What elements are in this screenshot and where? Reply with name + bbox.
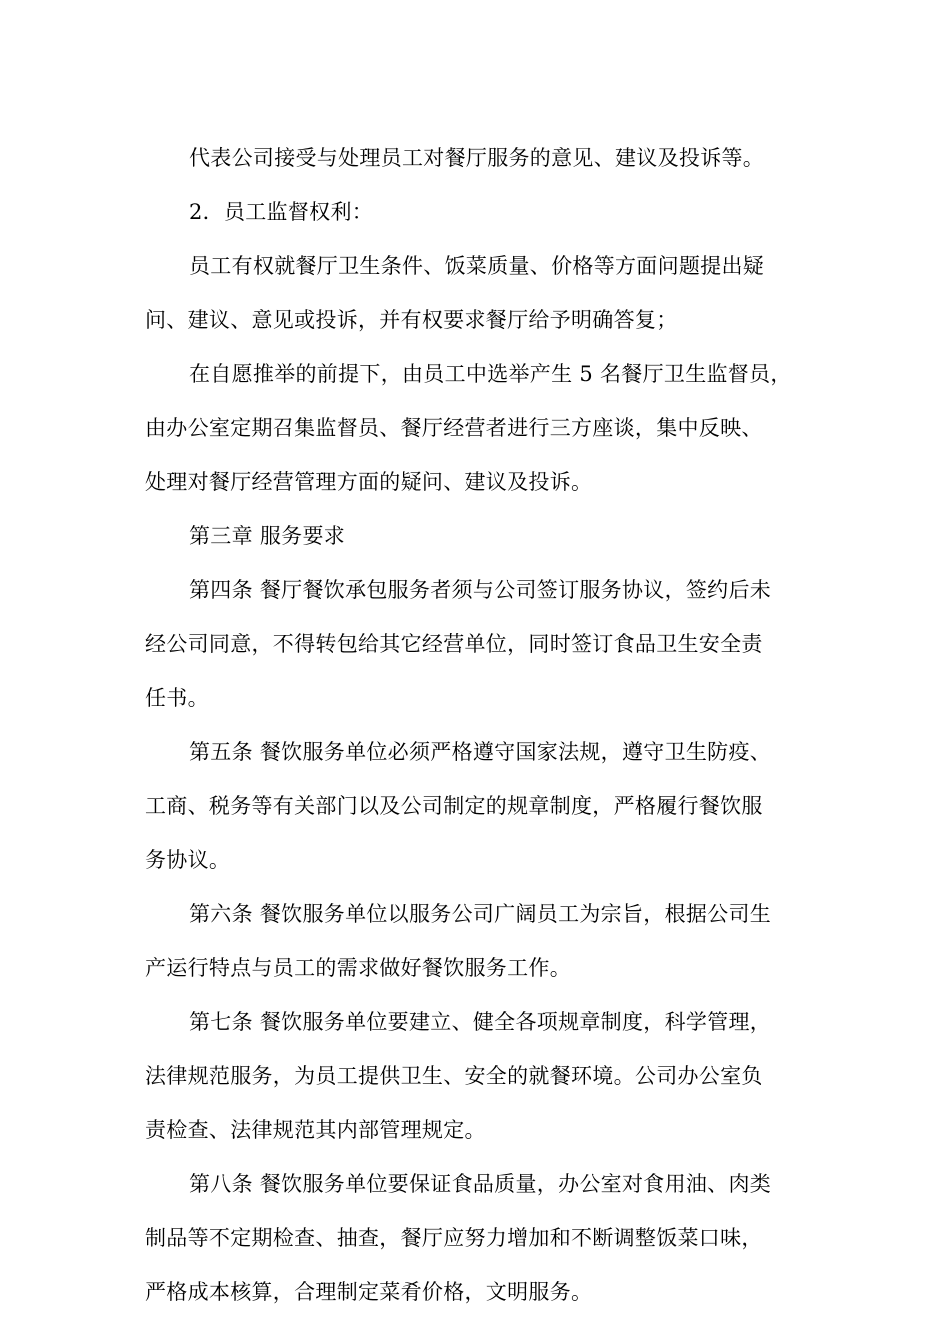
paragraph-line: 工商、税务等有关部门以及公司制定的规章制度，严格履行餐饮服 <box>145 794 763 818</box>
paragraph <box>145 887 825 995</box>
paragraph-line: 第五条 餐饮服务单位必须严格遵守国家法规，遵守卫生防疫、 <box>189 740 772 764</box>
paragraph-line: 经公司同意，不得转包给其它经营单位，同时签订食品卫生安全责 <box>145 632 763 656</box>
document-body <box>145 131 825 1319</box>
paragraph <box>145 131 825 185</box>
paragraph-line: 由办公室定期召集监督员、餐厅经营者进行三方座谈，集中反映、 <box>145 416 763 440</box>
paragraph <box>145 239 825 347</box>
paragraph-line: 责检查、法律规范其内部管理规定。 <box>145 1118 486 1142</box>
paragraph <box>145 347 825 509</box>
paragraph-line: 第六条 餐饮服务单位以服务公司广阔员工为宗旨，根据公司生 <box>189 902 772 926</box>
paragraph-line: 产运行特点与员工的需求做好餐饮服务工作。 <box>145 956 571 980</box>
paragraph-line: 第八条 餐饮服务单位要保证食品质量，办公室对食用油、肉类 <box>189 1172 772 1196</box>
paragraph-line: 第三章 服务要求 <box>189 524 346 548</box>
paragraph-line: 制品等不定期检查、抽查，餐厅应努力增加和不断调整饭菜口味， <box>145 1226 763 1250</box>
paragraph-line: 任书。 <box>145 686 209 710</box>
paragraph <box>145 725 825 887</box>
paragraph <box>145 995 825 1157</box>
paragraph-line: 员工有权就餐厅卫生条件、饭菜质量、价格等方面问题提出疑 <box>189 254 765 278</box>
paragraph-line: 代表公司接受与处理员工对餐厅服务的意见、建议及投诉等。 <box>189 146 765 170</box>
paragraph-line: 第七条 餐饮服务单位要建立、健全各项规章制度，科学管理， <box>189 1010 772 1034</box>
paragraph-line: 第四条 餐厅餐饮承包服务者须与公司签订服务协议，签约后未 <box>189 578 772 602</box>
paragraph <box>145 509 825 563</box>
paragraph-line: 处理对餐厅经营管理方面的疑问、建议及投诉。 <box>145 470 593 494</box>
paragraph-line: 务协议。 <box>145 848 231 872</box>
paragraph <box>145 1157 825 1319</box>
paragraph-line: 法律规范服务，为员工提供卫生、安全的就餐环境。公司办公室负 <box>145 1064 763 1088</box>
paragraph-line: 问、建议、意见或投诉，并有权要求餐厅给予明确答复； <box>145 308 678 332</box>
paragraph-line: 严格成本核算，合理制定菜肴价格，文明服务。 <box>145 1280 593 1304</box>
paragraph-line: 在自愿推举的前提下，由员工中选举产生 5 名餐厅卫生监督员， <box>189 362 792 386</box>
paragraph-line: 2．员工监督权利： <box>189 200 374 224</box>
paragraph <box>145 563 825 725</box>
paragraph <box>145 185 825 239</box>
